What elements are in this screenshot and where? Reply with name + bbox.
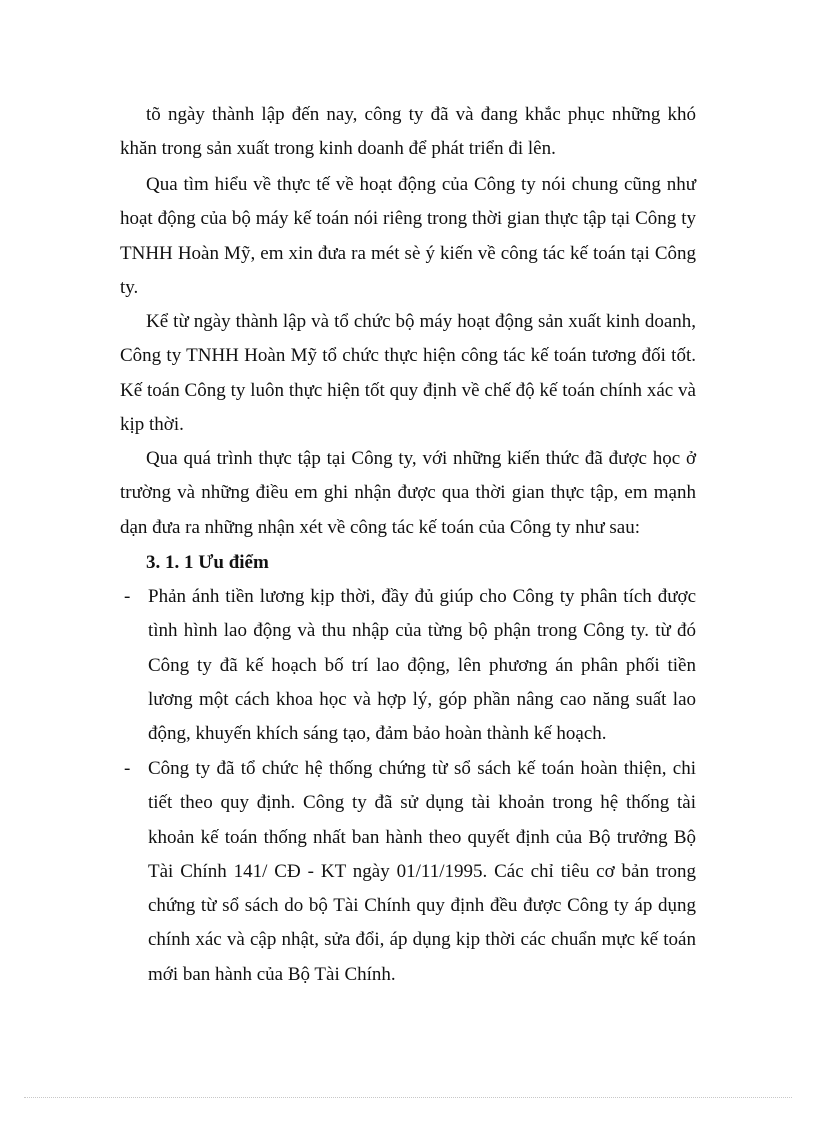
paragraph-overview: Qua tìm hiểu về thực tế về hoạt động của Công ty nói chung cũng như hoạt động của bộ máy kế toán nói riêng trong thời gian thực tập tại Công ty TNHH Hoàn Mỹ, em xin đưa ra mét sè ý kiến về công tác kế toán tại Công ty.	[120, 174, 696, 298]
bullet-marker: -	[124, 586, 131, 607]
paragraph-continuation: tõ ngày thành lập đến nay, công ty đã và đang khắc phục những khó khăn trong sản xuất trong kinh doanh để phát triển đi lên.	[120, 104, 696, 160]
paragraph-organization: Kể từ ngày thành lập và tổ chức bộ máy hoạt động sản xuất kinh doanh, Công ty TNHH Hoàn Mỹ tổ chức thực hiện công tác kế toán tương đối tốt. Kế toán Công ty luôn thực hiện tốt quy định về chế độ kế toán chính xác và kịp thời.	[120, 311, 696, 435]
section-heading: 3. 1. 1 Ưu điểm	[146, 552, 269, 573]
paragraph-remarks-intro: Qua quá trình thực tập tại Công ty, với những kiến thức đã được học ở trường và những điều em ghi nhận được qua thời gian thực tập, em mạnh dạn đưa ra những nhận xét về công tác kế toán của Công ty như sau:	[120, 448, 696, 538]
page-bottom-divider	[24, 1097, 792, 1098]
list-item-text: Phản ánh tiền lương kịp thời, đầy đủ giúp cho Công ty phân tích được tình hình lao động và thu nhập của từng bộ phận trong Công ty. từ đó Công ty đã kế hoạch bố trí lao động, lên phương án phân phối tiền lương một cách khoa học và hợp lý, góp phần nâng cao năng suất lao động, khuyến khích sáng tạo, đảm bảo hoàn thành kế hoạch.	[148, 586, 696, 745]
bullet-marker: -	[124, 758, 131, 779]
list-item-text: Công ty đã tổ chức hệ thống chứng từ sổ sách kế toán hoàn thiện, chi tiết theo quy định. Công ty đã sử dụng tài khoản trong hệ thống tài khoản kế toán thống nhất ban hành theo quyết định của Bộ trưởng Bộ Tài Chính 141/ CĐ - KT ngày 01/11/1995. Các chỉ tiêu cơ bản trong chứng từ sổ sách do bộ Tài Chính quy định đều được Công ty áp dụng chính xác và cập nhật, sửa đổi, áp dụng kịp thời các chuẩn mực kế toán mới ban hành của Bộ Tài Chính.	[148, 758, 696, 985]
